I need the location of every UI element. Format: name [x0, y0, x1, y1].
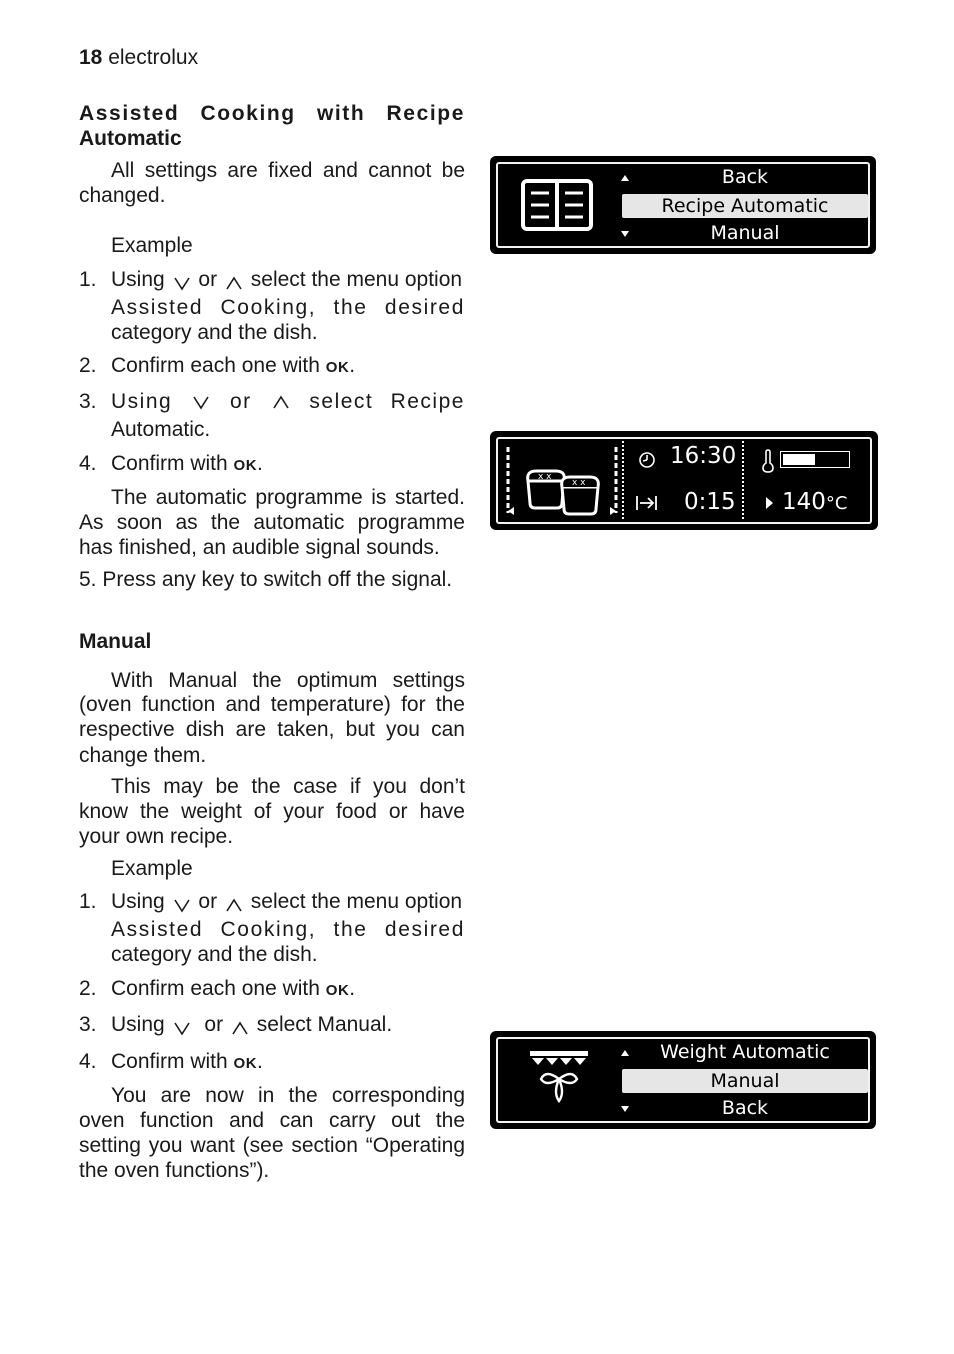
step-text: Automatic. [111, 418, 211, 441]
step-number: 2. [79, 977, 97, 1000]
intro-line: changed. [79, 184, 166, 207]
paragraph-line: The automatic programme is started. [111, 486, 465, 509]
step-text: or [198, 890, 218, 913]
recipe-book-icon [520, 178, 594, 232]
display-menu-item: Back [721, 166, 769, 188]
step-text: category and the dish. [111, 943, 318, 966]
ok-key-label: OK [233, 1055, 258, 1072]
section-title-recipe-automatic: Assisted Cooking with Recipe [79, 102, 465, 125]
step-number: 2. [79, 354, 97, 377]
paragraph-line: You are now in the corresponding [111, 1084, 465, 1107]
heat-level-fill [783, 454, 815, 465]
period: . [257, 452, 263, 475]
oven-display-recipe-menu [492, 158, 874, 252]
display-menu-item-selected: Recipe Automatic [622, 194, 868, 218]
paragraph-line: oven function and can carry out the [79, 1109, 465, 1132]
oven-display-cooking-status [492, 433, 876, 528]
temperature-readout [782, 489, 847, 515]
step-text: select Manual. [256, 1013, 393, 1036]
paragraph-line: As soon as the automatic programme [79, 511, 465, 534]
heat-level-bar [780, 451, 850, 468]
period: . [349, 977, 356, 1000]
step-text: Confirm each one with [111, 354, 320, 377]
ok-key-label: OK [325, 982, 350, 999]
period: . [257, 1050, 263, 1073]
display-menu-item: Manual [710, 222, 780, 244]
chevron-up-icon [225, 274, 243, 292]
display-menu-item: Back [721, 1097, 769, 1119]
step-text: or [204, 1013, 224, 1036]
step-text: or [198, 268, 218, 291]
fan-heating-icon [528, 1049, 590, 1105]
paragraph-line: know the weight of your food or have [79, 800, 465, 823]
display-divider [622, 441, 624, 519]
step-text: category and the dish. [111, 321, 318, 344]
brand-name: electrolux [108, 46, 199, 69]
step-text: select Recipe [309, 390, 465, 413]
duration-icon [635, 494, 659, 512]
chevron-down-icon [191, 393, 211, 411]
paragraph-line: setting you want (see section “Operating [79, 1134, 465, 1157]
paragraph-line: (oven function and temperature) for the [79, 693, 465, 716]
step-number: 3. [79, 1013, 97, 1036]
section-title-recipe-automatic-line2: Automatic [79, 127, 182, 150]
example-label: Example [111, 857, 193, 880]
thermometer-icon [760, 449, 776, 473]
display-divider [742, 441, 744, 519]
paragraph-line: your own recipe. [79, 825, 234, 848]
page-number: 18 [79, 46, 103, 69]
step-text: Confirm with [111, 1050, 228, 1073]
step-number: 1. [79, 268, 97, 291]
step-5: 5. Press any key to switch off the signal. [79, 568, 453, 591]
paragraph-line: This may be the case if you don’t [111, 775, 465, 798]
chevron-down-icon [173, 274, 191, 292]
step-text: select the menu option [250, 890, 463, 913]
temperature-value: 140 [782, 489, 826, 515]
step-text: Using [111, 890, 165, 913]
baking-dishes-icon [504, 445, 622, 519]
step-number: 4. [79, 452, 97, 475]
section-title-manual: Manual [79, 630, 152, 653]
example-label: Example [111, 234, 193, 257]
chevron-up-icon [225, 896, 243, 914]
clock-time: 16:30 [670, 443, 737, 469]
play-arrow-icon [764, 496, 774, 510]
period: . [349, 354, 356, 377]
step-text: Assisted Cooking, the desired [111, 918, 465, 941]
temperature-unit: °C [825, 493, 848, 514]
step-number: 3. [79, 390, 97, 413]
step-text: select the menu option [250, 268, 463, 291]
display-menu-item-selected: Manual [622, 1069, 868, 1093]
intro-line: All settings are fixed and cannot be [111, 159, 465, 182]
ok-key-label: OK [325, 359, 350, 376]
svg-text:x x: x x [538, 472, 552, 482]
chevron-down-icon [173, 1019, 191, 1037]
paragraph-line: change them. [79, 744, 207, 767]
paragraph-line: With Manual the optimum settings [111, 669, 465, 692]
oven-display-manual-menu [492, 1033, 874, 1127]
step-number: 1. [79, 890, 97, 913]
display-menu-item: Weight Automatic [660, 1041, 830, 1063]
step-text: Using [111, 1013, 165, 1036]
step-text: Confirm with [111, 452, 228, 475]
step-text: Using [111, 268, 165, 291]
step-text: or [229, 390, 252, 413]
chevron-down-icon [173, 896, 191, 914]
duration-value: 0:15 [684, 489, 736, 515]
svg-text:x x: x x [572, 478, 586, 488]
chevron-up-icon [271, 393, 291, 411]
chevron-up-icon [231, 1019, 249, 1037]
step-text: Using [111, 390, 173, 413]
paragraph-line: respective dish are taken, but you can [79, 718, 465, 741]
paragraph-line: the oven functions”). [79, 1159, 270, 1182]
step-text: Confirm each one with [111, 977, 320, 1000]
ok-key-label: OK [233, 457, 258, 474]
page-header [79, 45, 198, 70]
paragraph-line: has finished, an audible signal sounds. [79, 536, 440, 559]
clock-icon [638, 451, 656, 469]
step-number: 4. [79, 1050, 97, 1073]
step-text: Assisted Cooking, the desired [111, 296, 465, 319]
